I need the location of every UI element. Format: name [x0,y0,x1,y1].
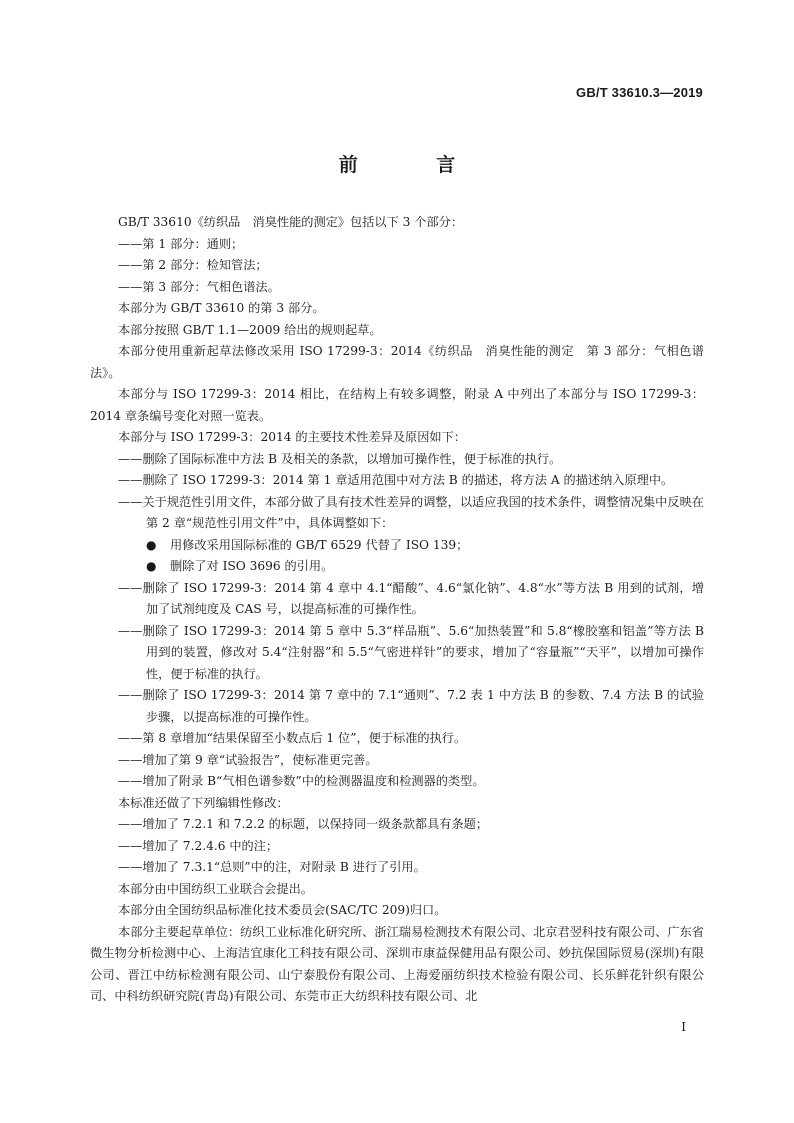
paragraph: GB/T 33610《纺织品 消臭性能的测定》包括以下 3 个部分： [118,215,464,229]
dash-list-item: ——删除了国际标准中方法 B 及相关的条款，以增加可操作性，便于标准的执行。 [118,451,562,466]
paragraph: 本标准还做了下列编辑性修改： [118,795,289,810]
paragraph: 本部分由中国纺织工业联合会提出。 [118,881,313,896]
dash-list-item: ——第 2 部分：检知管法； [118,258,268,272]
dash-list-item: ——删除了 ISO 17299-3：2014 第 5 章中 5.3“样品瓶”、5.6“加热装置”和 5.8“橡胶塞和铝盖”等方法 B 用到的装置，修改对 5.4“注射器”和 5.5“气密进样针”的要求，增加了“容量瓶”“天平”，以增加可操作性，便于标准的执行。 [118,623,704,681]
paragraph: 本部分与 ISO 17299-3：2014 相比，在结构上有较多调整，附录 A 中列出了本部分与 ISO 17299-3：2014 章条编号变化对照一览表。 [90,387,704,423]
bullet-icon: ● [146,537,157,552]
dash-list-item: ——第 1 部分：通则； [118,236,244,251]
page-number: I [681,1020,686,1034]
dash-list-item: ——增加了 7.3.1“总则”中的注，对附录 B 进行了引用。 [118,860,426,874]
standard-code: GB/T 33610.3—2019 [576,85,703,100]
foreword-body [90,212,704,1008]
paragraph: 本部分由全国纺织品标准化技术委员会(SAC/TC 209)归口。 [118,903,447,917]
paragraph: 本部分使用重新起草法修改采用 ISO 17299-3：2014《纺织品 消臭性能的测定 第 3 部分：气相色谱法》。 [90,344,704,380]
bullet-text: 用修改采用国际标准的 GB/T 6529 代替了 ISO 139； [170,537,469,552]
bullet-text: 删除了对 ISO 3696 的引用。 [170,559,334,573]
dash-list-item: ——删除了 ISO 17299-3：2014 第 1 章适用范围中对方法 B 的描述，将方法 A 的描述纳入原理中。 [118,473,674,487]
paragraph: 本部分主要起草单位：纺织工业标准化研究所、浙江瑞易检测技术有限公司、北京君翌科技有限公司、广东省微生物分析检测中心、上海洁宜康化工科技有限公司、深圳市康益保健用品有限公司、妙抗保国际贸易(深圳)有限公司、晋江中纺标检测有限公司、山宁泰股份有限公司、上海爱丽纺织技术检验有限公司、长乐鲜花针织有限公司、中科纺织研究院(青岛)有限公司、东莞市正大纺织科技有限公司、北 [90,924,704,1003]
bullet-item [90,556,704,578]
paragraph: 本部分与 ISO 17299-3：2014 的主要技术性差异及原因如下： [118,430,466,444]
paragraph: 本部分按照 GB/T 1.1—2009 给出的规则起草。 [118,322,382,337]
dash-list-item: ——增加了 7.2.1 和 7.2.2 的标题，以保持同一级条款都具有条题； [118,817,489,831]
dash-list-item: ——删除了 ISO 17299-3：2014 第 4 章中 4.1“醋酸”、4.6“氯化钠”、4.8“水”等方法 B 用到的试剂，增加了试剂纯度及 CAS 号，以提高标准的可操作性。 [118,580,704,616]
dash-list-item: ——关于规范性引用文件，本部分做了具有技术性差异的调整，以适应我国的技术条件，调整情况集中反映在第 2 章“规范性引用文件”中，具体调整如下： [118,494,704,530]
dash-list-item: ——增加了第 9 章“试验报告”，使标准更完善。 [118,752,378,767]
dash-list-item: ——第 3 部分：气相色谱法。 [118,279,280,294]
page-title: 前 言 [338,154,492,176]
dash-list-item: ——第 8 章增加“结果保留至小数点后 1 位”，便于标准的执行。 [118,731,467,745]
bullet-icon: ● [146,559,157,573]
paragraph: 本部分为 GB/T 33610 的第 3 部分。 [118,301,325,315]
dash-list-item: ——增加了附录 B“气相色谱参数”中的检测器温度和检测器的类型。 [118,774,485,788]
dash-list-item: ——删除了 ISO 17299-3：2014 第 7 章中的 7.1“通则”、7.2 表 1 中方法 B 的参数、7.4 方法 B 的试验步骤，以提高标准的可操作性。 [118,688,704,724]
bullet-item [90,535,704,557]
dash-list-item: ——增加了 7.2.4.6 中的注； [118,838,279,853]
